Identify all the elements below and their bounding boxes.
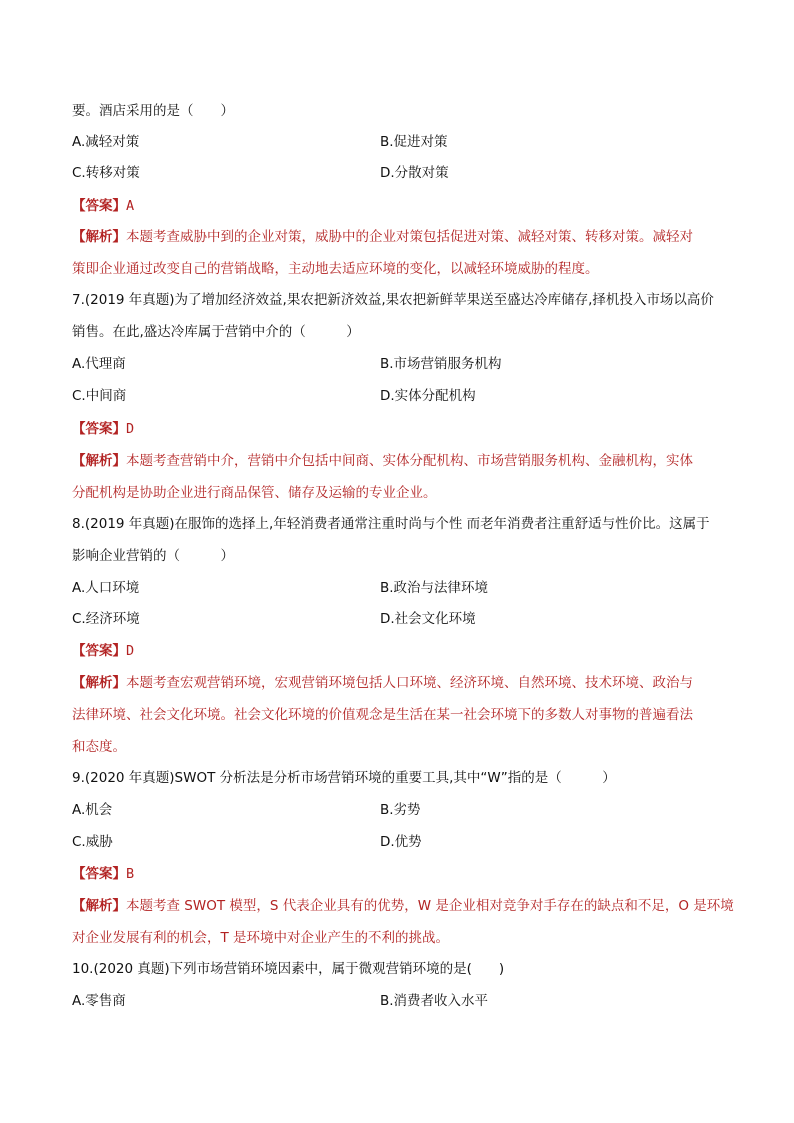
answer-line	[72, 419, 134, 439]
analysis-text: 策即企业通过改变自己的营销战略，主动地去适应环境的变化，以减轻环境威胁的程度。	[72, 261, 599, 277]
analysis-line	[72, 673, 693, 693]
analysis-line	[72, 227, 693, 247]
analysis-line	[72, 928, 449, 948]
answer-line	[72, 641, 134, 661]
question-line: 10.(2020 真题)下列市场营销环境因素中，属于微观营销环境的是( )	[72, 961, 505, 977]
body-text: 要。酒店采用的是（ ）	[72, 103, 234, 119]
analysis-line	[72, 737, 126, 757]
analysis-text: 本题考查威胁中到的企业对策，威胁中的企业对策包括促进对策、减轻对策、转移对策。减轻对	[126, 229, 693, 245]
analysis-line	[72, 451, 693, 471]
option-right: B.劣势	[380, 802, 421, 818]
answer-tag: 【答案】	[72, 643, 126, 659]
question-line: 9.(2020 年真题)SWOT 分析法是分析市场营销环境的重要工具,其中“W”指的是（ ）	[72, 770, 616, 786]
option-right: B.政治与法律环境	[380, 580, 489, 596]
answer-value: D	[126, 643, 135, 659]
answer-value: B	[126, 866, 135, 882]
analysis-tag: 【解析】	[72, 898, 126, 914]
option-right: B.市场营销服务机构	[380, 356, 502, 372]
analysis-tag: 【解析】	[72, 453, 126, 469]
answer-line	[72, 864, 134, 884]
analysis-text: 对企业发展有利的机会，T 是环境中对企业产生的不利的挑战。	[72, 930, 450, 946]
option-right: D.实体分配机构	[380, 388, 476, 404]
option-right: D.分散对策	[380, 165, 449, 181]
question-line: 影响企业营销的（ ）	[72, 548, 234, 564]
option-right: B.消费者收入水平	[380, 993, 489, 1009]
option-left: A.人口环境	[72, 580, 140, 596]
answer-value: A	[126, 198, 135, 214]
analysis-text: 和态度。	[72, 739, 126, 755]
option-left: C.中间商	[72, 388, 127, 404]
answer-tag: 【答案】	[72, 198, 126, 214]
question-line: 销售。在此,盛达冷库属于营销中介的（ ）	[72, 324, 360, 340]
analysis-text: 法律环境、社会文化环境。社会文化环境的价值观念是生活在某一社会环境下的多数人对事物的普遍看法	[72, 707, 693, 723]
option-left: A.代理商	[72, 356, 126, 372]
analysis-line	[72, 705, 693, 725]
analysis-line	[72, 259, 599, 279]
answer-value: D	[126, 421, 135, 437]
answer-tag: 【答案】	[72, 866, 126, 882]
option-right: D.优势	[380, 834, 422, 850]
analysis-line	[72, 483, 437, 503]
option-left: C.经济环境	[72, 611, 140, 627]
answer-tag: 【答案】	[72, 421, 126, 437]
analysis-tag: 【解析】	[72, 229, 126, 245]
option-left: A.零售商	[72, 993, 126, 1009]
analysis-text: 本题考查营销中介，营销中介包括中间商、实体分配机构、市场营销服务机构、金融机构，实体	[126, 453, 693, 469]
option-right: B.促进对策	[380, 134, 448, 150]
option-left: C.转移对策	[72, 165, 140, 181]
option-left: C.威胁	[72, 834, 113, 850]
analysis-text: 分配机构是协助企业进行商品保管、储存及运输的专业企业。	[72, 485, 437, 501]
analysis-text: 本题考查 SWOT 模型，S 代表企业具有的优势，W 是企业相对竞争对手存在的缺点和不足，O 是环境	[126, 898, 734, 914]
analysis-tag: 【解析】	[72, 675, 126, 691]
answer-line	[72, 196, 134, 216]
analysis-text: 本题考查宏观营销环境，宏观营销环境包括人口环境、经济环境、自然环境、技术环境、政治与	[126, 675, 693, 691]
question-line: 7.(2019 年真题)为了增加经济效益,果农把新济效益,果农把新鲜苹果送至盛达冷库储存,择机投入市场以高价	[72, 292, 714, 308]
question-line: 8.(2019 年真题)在服饰的选择上,年轻消费者通常注重时尚与个性 而老年消费者注重舒适与性价比。这属于	[72, 516, 710, 532]
option-right: D.社会文化环境	[380, 611, 476, 627]
option-left: A.机会	[72, 802, 113, 818]
option-left: A.减轻对策	[72, 134, 140, 150]
analysis-line	[72, 896, 734, 916]
